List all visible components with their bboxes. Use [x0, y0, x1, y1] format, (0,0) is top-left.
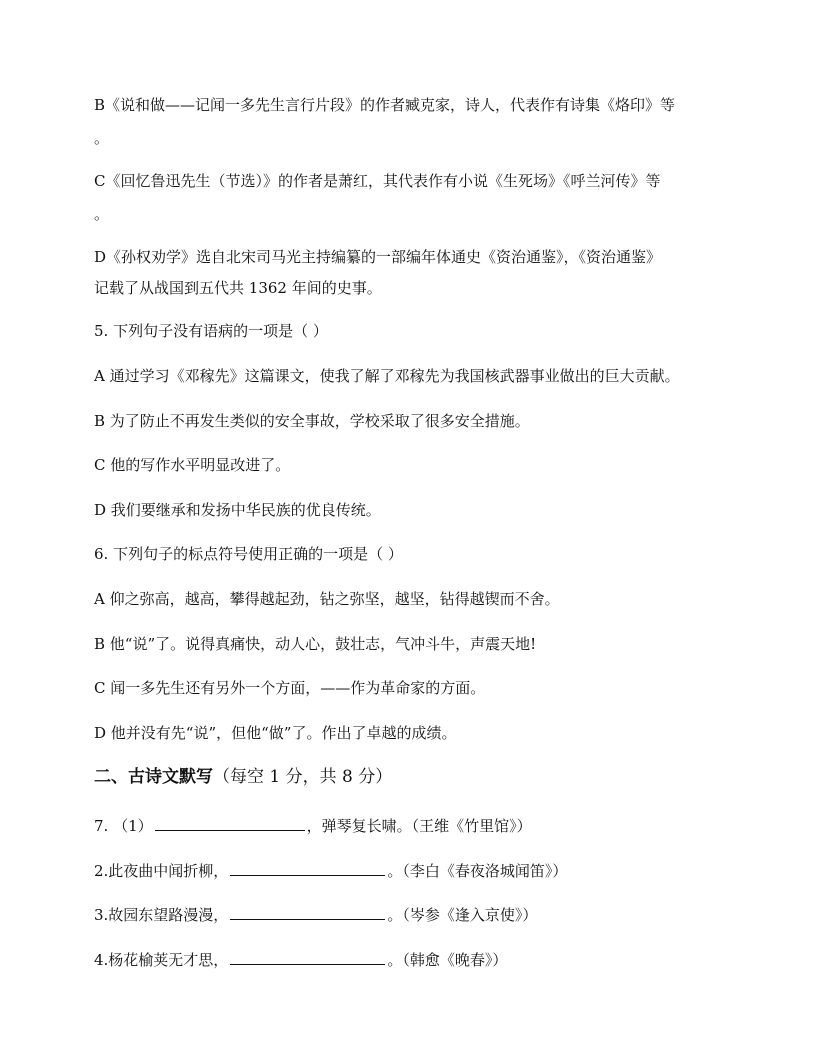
fill-item-3-after: 。（岑参《逢入京使》） — [387, 906, 538, 924]
section-2-heading — [94, 766, 392, 788]
fill-item-4-after: 。（韩愈《晚春》） — [387, 951, 508, 969]
fill-item-2-before: 2.此夜曲中闻折柳， — [94, 862, 229, 880]
q5-option-c: C 他的写作水平明显改进了。 — [94, 456, 291, 474]
answer-blank-4[interactable] — [230, 950, 385, 965]
q6-option-b: B 他“说”了。说得真痛快，动人心，鼓壮志，气冲斗牛，声震天地! — [94, 635, 537, 653]
q6-option-a: A 仰之弥高，越高，攀得越起劲，钻之弥坚，越坚，钻得越锲而不舍。 — [94, 590, 560, 608]
option-d-authors-line1: D《孙权劝学》选自北宋司马光主持编纂的一部编年体通史《资治通鉴》，《资治通鉴》 — [94, 248, 662, 266]
fill-item-4 — [94, 950, 507, 970]
answer-blank-2[interactable] — [230, 861, 385, 876]
option-c-authors-line2: 。 — [94, 205, 110, 223]
q6-option-d: D 他并没有先“说”，但他“做”了。作出了卓越的成绩。 — [94, 724, 457, 742]
question-5: 5. 下列句子没有语病的一项是（ ） — [94, 322, 328, 340]
fill-item-2-after: 。（李白《春夜洛城闻笛》） — [387, 862, 568, 880]
option-d-authors-line2: 记载了从战国到五代共 1362 年间的史事。 — [94, 279, 382, 297]
option-c-authors-line1: C《回忆鲁迅先生（节选）》的作者是萧红，其代表作有小说《生死场》《呼兰河传》等 — [94, 172, 661, 190]
fill-item-3-before: 3.故园东望路漫漫， — [94, 906, 229, 924]
fill-item-7 — [94, 816, 532, 836]
fill-item-4-before: 4.杨花榆荚无才思， — [94, 951, 229, 969]
q5-option-a: A 通过学习《邓稼先》这篇课文，使我了解了邓稼先为我国核武器事业做出的巨大贡献。 — [94, 367, 680, 385]
option-b-authors-line1: B《说和做——记闻一多先生言行片段》的作者臧克家，诗人，代表作有诗集《烙印》等 — [94, 96, 676, 114]
answer-blank-3[interactable] — [230, 905, 385, 920]
fill-item-3 — [94, 905, 537, 925]
q5-option-b: B 为了防止不再发生类似的安全事故，学校采取了很多安全措施。 — [94, 412, 530, 430]
q6-option-c: C 闻一多先生还有另外一个方面，——作为革命家的方面。 — [94, 679, 486, 697]
fill-item-7-before: 7. （1） — [94, 817, 153, 835]
q5-option-d: D 我们要继承和发扬中华民族的优良传统。 — [94, 501, 381, 519]
fill-item-7-after: ，弹琴复长啸。（王维《竹里馆》） — [306, 817, 532, 835]
option-b-authors-line2: 。 — [94, 129, 110, 147]
answer-blank-7[interactable] — [155, 816, 305, 831]
section-2-note: （每空 1 分，共 8 分） — [213, 767, 393, 787]
fill-item-2 — [94, 861, 567, 881]
section-2-title: 二、古诗文默写 — [94, 767, 213, 787]
question-6: 6. 下列句子的标点符号使用正确的一项是（ ） — [94, 545, 403, 563]
